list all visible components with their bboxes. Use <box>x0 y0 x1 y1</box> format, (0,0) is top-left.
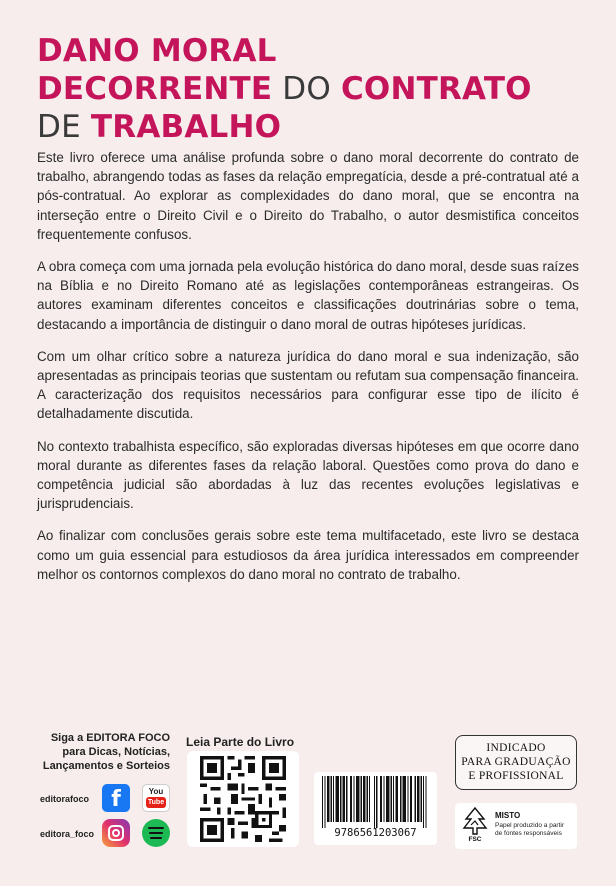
synopsis-paragraph: Ao finalizar com conclusões gerais sobre este tema multifacetado, este livro se destaca como um guia essencial para estudiosos da área jurídica interessados em compreender melhor os contornos complexos do dano moral no contrato de trabalho. <box>37 528 579 582</box>
isbn-number: 9786561203067 <box>334 827 417 839</box>
title-line1: DANO MORAL <box>37 33 277 69</box>
fsc-tree-icon <box>461 806 489 842</box>
badge-line2b: GRADUAÇÃO <box>494 756 571 768</box>
youtube-icon[interactable] <box>142 784 170 812</box>
title-word-contrato: CONTRATO <box>340 71 532 107</box>
social-row-editorafoco <box>40 784 180 814</box>
fsc-logo-text: FSC <box>468 836 482 842</box>
title-word-trabalho: TRABALHO <box>90 109 282 145</box>
title-word-de: DE <box>37 109 91 145</box>
title-word-decorrente: DECORRENTE <box>37 71 273 107</box>
social-handle: editorafoco <box>40 794 90 804</box>
spotify-icon[interactable] <box>142 819 170 847</box>
qr-code-icon[interactable] <box>200 756 286 842</box>
social-row-editora-foco <box>40 819 180 849</box>
facebook-glyph: f <box>111 787 121 812</box>
badge-line2a: PARA <box>461 756 495 768</box>
title-word-do: DO <box>272 71 341 107</box>
qr-label: Leia Parte do Livro <box>186 735 295 749</box>
fsc-text: Papel produzido a partir de fontes responsáveis <box>495 822 565 837</box>
synopsis <box>37 148 579 597</box>
badge-line1: INDICADO <box>486 742 546 754</box>
synopsis-paragraph: A obra começa com uma jornada pela evolução histórica do dano moral, desde suas raízes na Bíblia e no Direito Romano até as legislações contemporâneas estrangeiras. Os autores examinam diferentes conceitos e classificações doutrinárias sobre o tema, destacando a importância de distinguir o dano moral de outras hipóteses jurídicas. <box>37 259 579 332</box>
facebook-icon[interactable] <box>102 784 130 812</box>
social-handle: editora_foco <box>40 829 95 839</box>
social-heading-line: Siga a EDITORA FOCO <box>50 732 170 744</box>
social-heading-line: para Dicas, Notícias, <box>62 746 170 758</box>
recommendation-badge <box>455 735 577 790</box>
instagram-icon[interactable] <box>102 819 130 847</box>
book-title <box>37 32 532 146</box>
synopsis-paragraph: Este livro oferece uma análise profunda sobre o dano moral decorrente do contrato de trabalho, abrangendo todas as fases da relação empregatícia, desde a pré-contratual até a pós-contratual. Ao explorar as complexidades do dano moral, que se encontra na interseção entre o Direito Civil e o Direito do Trabalho, o autor desmistifica conceitos frequentemente confusos. <box>37 150 579 242</box>
synopsis-paragraph: No contexto trabalhista específico, são exploradas diversas hipóteses em que ocorre dano moral durante as diferentes fases da relação laboral. Questões como prova do dano e competência judicial são abordadas à luz das recentes evoluções legislativas e jurisprudenciais. <box>37 438 579 512</box>
badge-line3: E PROFISSIONAL <box>468 770 564 782</box>
social-heading-line: Lançamentos e Sorteios <box>42 760 170 772</box>
fsc-title: MISTO <box>495 811 521 820</box>
youtube-tube-text: Tube <box>147 799 165 806</box>
social-heading <box>40 731 170 773</box>
synopsis-paragraph: Com um olhar crítico sobre a natureza jurídica do dano moral e sua indenização, são apresentadas as principais teorias que sustentam ou refutam sua compensação financeira. A caracterização dos requisitos necessários para configurar esse tipo de ilícito é detalhadamente discutida. <box>37 348 579 422</box>
youtube-you-text: You <box>148 787 164 796</box>
barcode-icon <box>322 776 428 828</box>
